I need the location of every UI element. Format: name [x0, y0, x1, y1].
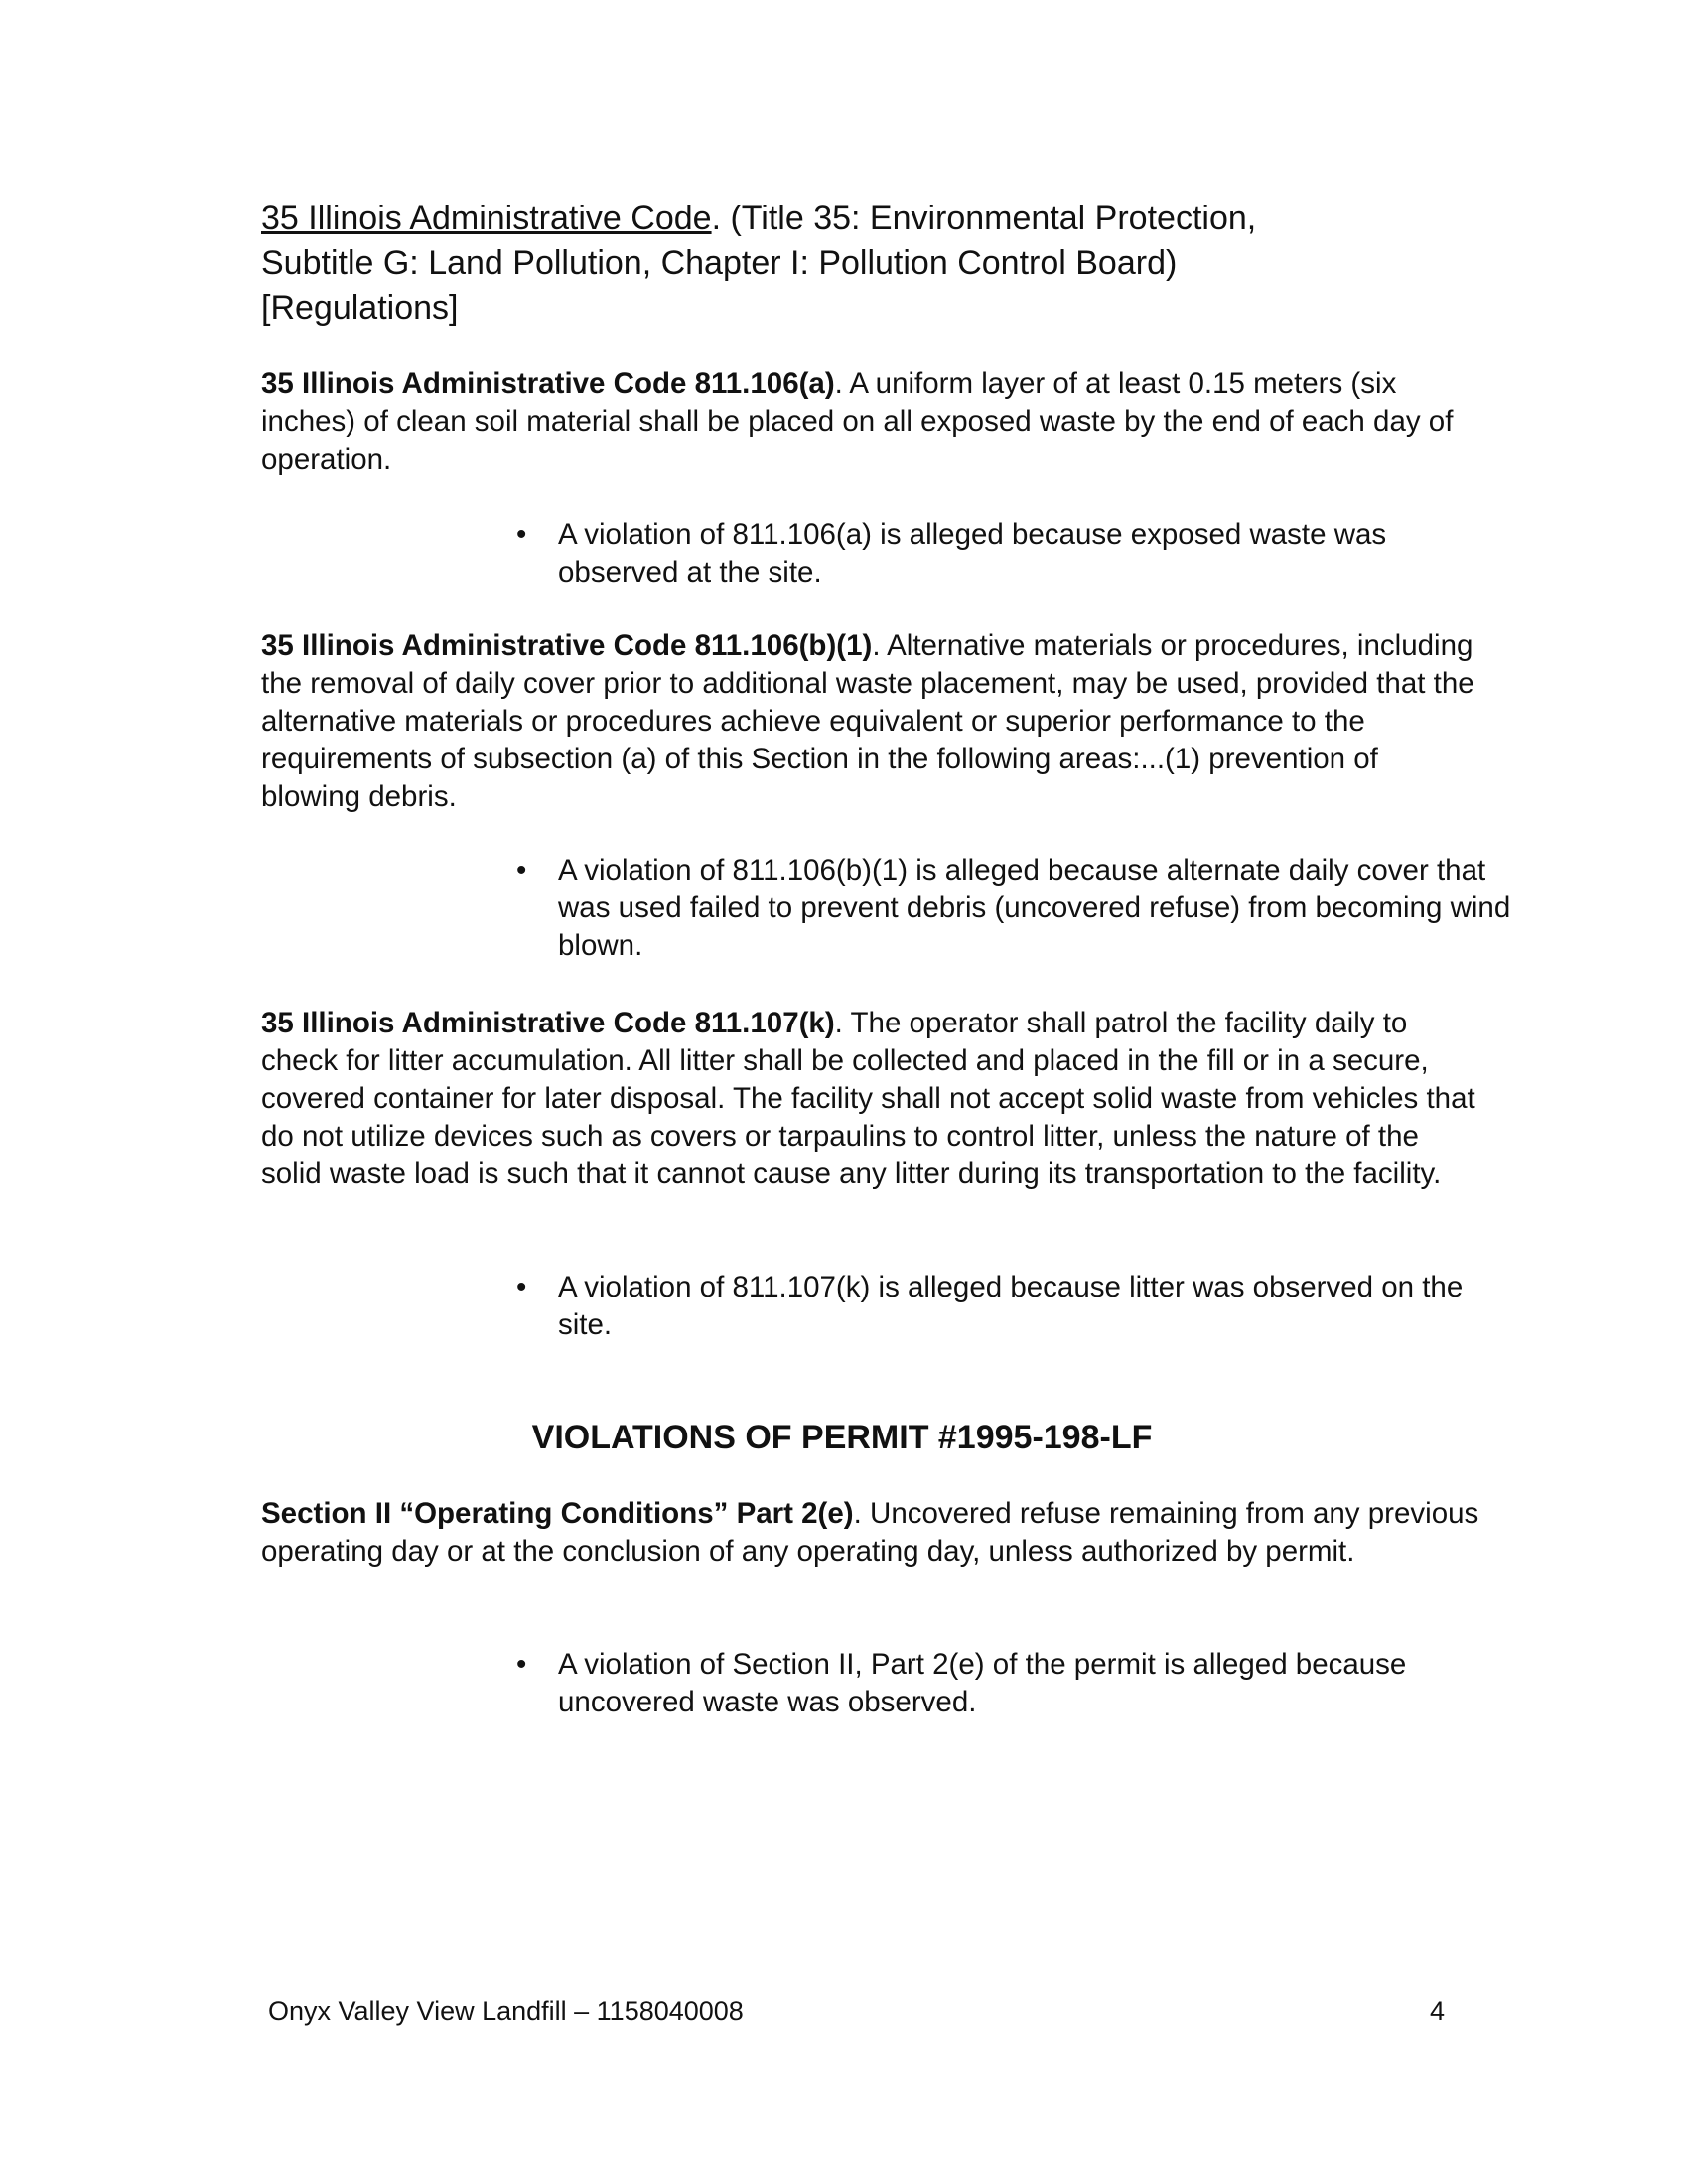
- section-title: 35 Illinois Administrative Code 811.106(a): [261, 367, 835, 400]
- bullet-dot: •: [516, 518, 527, 551]
- bullet-text: A violation of 811.107(k) is alleged because litter was observed on the site.: [558, 1271, 1464, 1341]
- section-811-106-b-1: [261, 627, 1482, 816]
- regulations-heading: [261, 197, 1453, 331]
- footer-page-number: 4: [1430, 1996, 1446, 2026]
- bullet-dot: •: [516, 854, 527, 887]
- bullet-text: A violation of 811.106(b)(1) is alleged because alternate daily cover that was used failed to prevent debris (uncovered refuse) from becoming wind blown.: [558, 854, 1511, 962]
- heading-line-3: [Regulations]: [261, 289, 459, 327]
- section-811-106-a: [261, 365, 1482, 478]
- section-text: . Alternative materials or procedures, including the removal of daily cover prior to additional waste placement, may be used, provided that the alternative materials or procedures achieve equivalent or superior performance to the requirements of subsection (a) of this Section in the following areas:...(1) prevention of blowing debris.: [261, 629, 1474, 813]
- section-title: 35 Illinois Administrative Code 811.106(b)(1): [261, 629, 873, 662]
- footer-facility-id: Onyx Valley View Landfill – 1158040008: [268, 1996, 744, 2026]
- section-811-107-k: [261, 1005, 1482, 1193]
- heading-line-2: Subtitle G: Land Pollution, Chapter I: Pollution Control Board): [261, 244, 1178, 282]
- bullet-811-106-a: [506, 516, 1511, 592]
- code-citation-link: 35 Illinois Administrative Code: [261, 200, 712, 237]
- section-title: Section II “Operating Conditions” Part 2(e): [261, 1497, 854, 1530]
- heading-line-1: [261, 197, 1453, 241]
- section-permit-part-2e: [261, 1495, 1482, 1570]
- section-text: . Uncovered refuse remaining from any previous operating day or at the conclusion of any operating day, unless authorized by permit.: [261, 1497, 1479, 1568]
- bullet-811-106-b-1: [506, 852, 1511, 965]
- permit-violations-heading: VIOLATIONS OF PERMIT #1995-198-LF: [531, 1419, 1153, 1456]
- bullet-dot: •: [516, 1271, 527, 1303]
- section-title: 35 Illinois Administrative Code 811.107(k): [261, 1007, 835, 1039]
- bullet-dot: •: [516, 1648, 527, 1681]
- section-text: . The operator shall patrol the facility daily to check for litter accumulation. All litter shall be collected and placed in the fill or in a secure, covered container for later disposal. The facility shall not accept solid waste from vehicles that do not utilize devices such as covers or tarpaulins to control litter, unless the nature of the solid waste load is such that it cannot cause any litter during its transportation to the facility.: [261, 1007, 1475, 1190]
- bullet-permit-part-2e: [506, 1646, 1511, 1721]
- bullet-811-107-k: [506, 1269, 1511, 1344]
- bullet-text: A violation of Section II, Part 2(e) of the permit is alleged because uncovered waste was observed.: [558, 1648, 1407, 1718]
- heading-line-1-rest: . (Title 35: Environmental Protection,: [711, 200, 1257, 237]
- bullet-text: A violation of 811.106(a) is alleged because exposed waste was observed at the site.: [558, 518, 1387, 589]
- section-text: . A uniform layer of at least 0.15 meters (six inches) of clean soil material shall be placed on all exposed waste by the end of each day of operation.: [261, 367, 1454, 476]
